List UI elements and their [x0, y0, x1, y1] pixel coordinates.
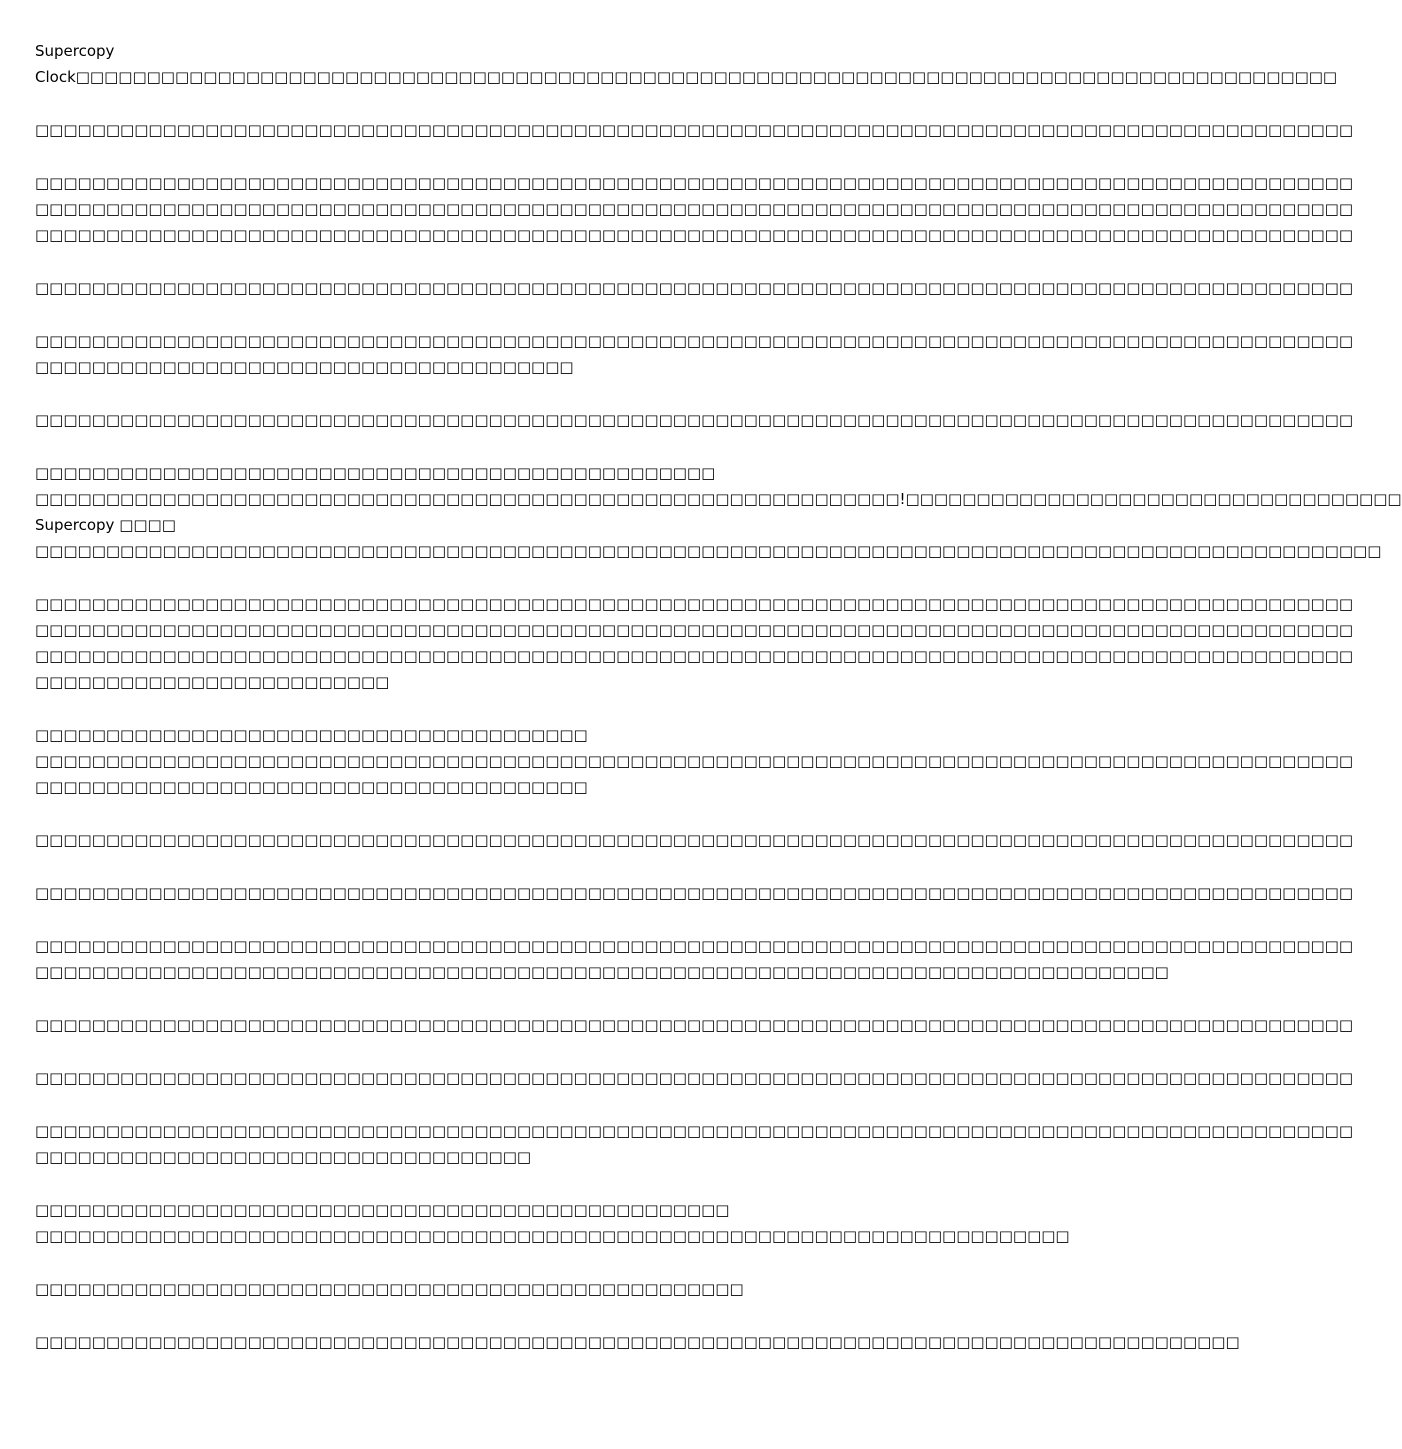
text-line: □□□□□□□□□□□□□□□□□□□□□□□□□□□□□□□□□□□□□□□□□□□□□□□□□□□□□□□□□□□□□□□□□□□□□□□□□□□□□□□□□□□□□□□□□□□□□: [35, 884, 1354, 902]
text-line: □□□□□□□□□□□□□□□□□□□□□□□□□□□□□□□□□□□□□□□□□□□□□□□□□□□□□□□□□□□□□□□□□□□□□□□□□□□□□□□□□□□□□□□□□□□□□: [35, 937, 1354, 955]
text-line: □□□□□□□□□□□□□□□□□□□□□□□□□□□□□□□□□□□□□□□□□□□□□□□□□□□□□□□□□□□□□□□□□□□□□□□□□□□□□□□□□□□□□: [35, 1333, 1240, 1351]
text-line: Supercopy: [35, 42, 115, 60]
text-line: □□□□□□□□□□□□□□□□□□□□□□□□□□□□□□□□□□□□□□□□□□□□□□□□□□□□□□□□□□□□□□□□□□□□□□□□□□□□□□□□□□□□□□□□□□□□□: [35, 1016, 1354, 1034]
paragraph: [35, 827, 1354, 853]
text-line: □□□□□□□□□□□□□□□□□□□□□□□□□□□□□□□□□□□□□□□□□□□□□□□□□□□□□□□□□□□□□□□□□□□□□□□□□□□□□□□□□□□□□□□□□□□□□: [35, 279, 1354, 297]
text-line: □□□□□□□□□□□□□□□□□□□□□□□□□□□□□□□□□□□□□□□□□□□□□□□□□□□□□□□□□□□□□□□□□□□□□□□□□□□□□□□□□□□□□□□□□□□□□: [35, 647, 1354, 665]
text-line: □□□□□□□□□□□□□□□□□□□□□□□□□□□□□□□□□□□□□□□□□□□□□□□□□□□□□□□□□□□□□□□□□□□□□□□□□□□□□□□□□□□□□□□□□□□□□□□: [35, 542, 1382, 560]
text-line: □□□□□□□□□□□□□□□□□□□□□□□□□□□□□□□□□□□□□□□□□□□□□□□□□□□□□□□□□□□□□□□□□□□□□□□□□□□□□□□□□□□□□□□□□□□□□: [35, 332, 1354, 350]
paragraph: [35, 407, 1354, 433]
text-line: □□□□□□□□□□□□□□□□□□□□□□□□□□□□□□□□□□□□□□□□□□□□□□□□□□□□□□□□□□□□□□□□□□□□□□□□□□□□□□□□□□□□□□□□□□□□□: [35, 411, 1354, 429]
text-line: □□□□□□□□□□□□□□□□□□□□□□□□□□□□□□□□□□□□□□□□□□□□□□□□□□□□□□□□□□□□□□□□□□□□□□□□□□□□□□□□□□□□□□□□□□□□□: [35, 1069, 1354, 1087]
text-line: □□□□□□□□□□□□□□□□□□□□□□□□□□□□□□□□□□□□□□□□□□□□□□□□□□: [35, 1280, 744, 1298]
paragraph: [35, 933, 1354, 985]
paragraph: [35, 591, 1354, 695]
paragraph: [35, 275, 1354, 301]
paragraph: [35, 1065, 1354, 1091]
text-line: □□□□□□□□□□□□□□□□□□□□□□□□□□□□□□□□□□□□□□□□□□□□□□□□□: [35, 1201, 730, 1219]
paragraph: [35, 1012, 1354, 1038]
text-line: □□□□□□□□□□□□□□□□□□□□□□□□□□□□□□□□□□□□□□□□□□□□□□□□□□□□□□□□□□□□□□□□□□□□□□□□□□□□□□□□□□□□□□□□□□□□□: [35, 226, 1354, 244]
text-line: □□□□□□□□□□□□□□□□□□□□□□□□□□□□□□□□□□□□□□□□□□□□□□□□□□□□□□□□□□□□□□□□□□□□□□□□□□□□□□□□□□□□□□□□□□□□□: [35, 621, 1354, 639]
paragraph: [35, 1329, 1240, 1355]
text-line: □□□□□□□□□□□□□□□□□□□□□□□□□□□□□□□□□□□□□□□: [35, 778, 588, 796]
text-line: □□□□□□□□□□□□□□□□□□□□□□□□□□□□□□□□□□□□□□□□□□□□□□□□□□□□□□□□□□□□□□□□□□□□□□□□□□□□□□□□□□□□□□□□□□□□□: [35, 831, 1354, 849]
paragraph: [35, 1276, 990, 1302]
document-body: [35, 38, 1402, 1382]
text-line: □□□□□□□□□□□□□□□□□□□□□□□□□□□□□□□□□□□□□□□□□□□□□□□□□□□□□□□□□□□□□□□□□□□□□□□□□: [35, 1227, 1070, 1245]
text-line: □□□□□□□□□□□□□□□□□□□□□□□□□□□□□□□□□□□□□□□□□□□□□□□□: [35, 464, 716, 482]
text-line: Clock□□□□□□□□□□□□□□□□□□□□□□□□□□□□□□□□□□□□□□□□□□□□□□□□□□□□□□□□□□□□□□□□□□□□□□□□□□□□□□□□□□□□□□□□□: [35, 68, 1338, 86]
text-line: □□□□□□□□□□□□□□□□□□□□□□□□□□□□□□□□□□□□□□: [35, 358, 574, 376]
paragraph: [35, 722, 1354, 800]
paragraph: [35, 880, 1354, 906]
text-line: □□□□□□□□□□□□□□□□□□□□□□□□□□□□□□□□□□□□□□□□□□□□□□□□□□□□□□□□□□□□□!□□□□□□□□□□□□□□□□□□□□□□□□□□□□□□□□□□□: [35, 490, 1402, 508]
paragraph: [35, 170, 1354, 248]
paragraph: [35, 1118, 1354, 1170]
paragraph: [35, 117, 1354, 143]
paragraph: [35, 1197, 1070, 1249]
text-line: □□□□□□□□□□□□□□□□□□□□□□□□□□□□□□□□□□□□□□□□□□□□□□□□□□□□□□□□□□□□□□□□□□□□□□□□□□□□□□□□□□□□□□□□□□□□□: [35, 200, 1354, 218]
text-line: □□□□□□□□□□□□□□□□□□□□□□□□□□□□□□□□□□□□□□□□□□□□□□□□□□□□□□□□□□□□□□□□□□□□□□□□□□□□□□□□: [35, 963, 1169, 981]
paragraph: [35, 328, 1354, 380]
text-line: Supercopy □□□□: [35, 516, 176, 534]
paragraph: [35, 38, 1338, 90]
text-line: □□□□□□□□□□□□□□□□□□□□□□□□□□□□□□□□□□□□□□□□□□□□□□□□□□□□□□□□□□□□□□□□□□□□□□□□□□□□□□□□□□□□□□□□□□□□□: [35, 121, 1354, 139]
text-line: □□□□□□□□□□□□□□□□□□□□□□□□□□□□□□□□□□□□□□□□□□□□□□□□□□□□□□□□□□□□□□□□□□□□□□□□□□□□□□□□□□□□□□□□□□□□□: [35, 595, 1354, 613]
text-line: □□□□□□□□□□□□□□□□□□□□□□□□□: [35, 673, 390, 691]
text-line: □□□□□□□□□□□□□□□□□□□□□□□□□□□□□□□□□□□□□□□□□□□□□□□□□□□□□□□□□□□□□□□□□□□□□□□□□□□□□□□□□□□□□□□□□□□□□: [35, 752, 1354, 770]
paragraph: [35, 460, 1402, 564]
text-line: □□□□□□□□□□□□□□□□□□□□□□□□□□□□□□□□□□□□□□□□□□□□□□□□□□□□□□□□□□□□□□□□□□□□□□□□□□□□□□□□□□□□□□□□□□□□□: [35, 1122, 1354, 1140]
text-line: □□□□□□□□□□□□□□□□□□□□□□□□□□□□□□□□□□□□□□□□□□□□□□□□□□□□□□□□□□□□□□□□□□□□□□□□□□□□□□□□□□□□□□□□□□□□□: [35, 174, 1354, 192]
text-line: □□□□□□□□□□□□□□□□□□□□□□□□□□□□□□□□□□□: [35, 1148, 532, 1166]
text-line: □□□□□□□□□□□□□□□□□□□□□□□□□□□□□□□□□□□□□□□: [35, 726, 588, 744]
